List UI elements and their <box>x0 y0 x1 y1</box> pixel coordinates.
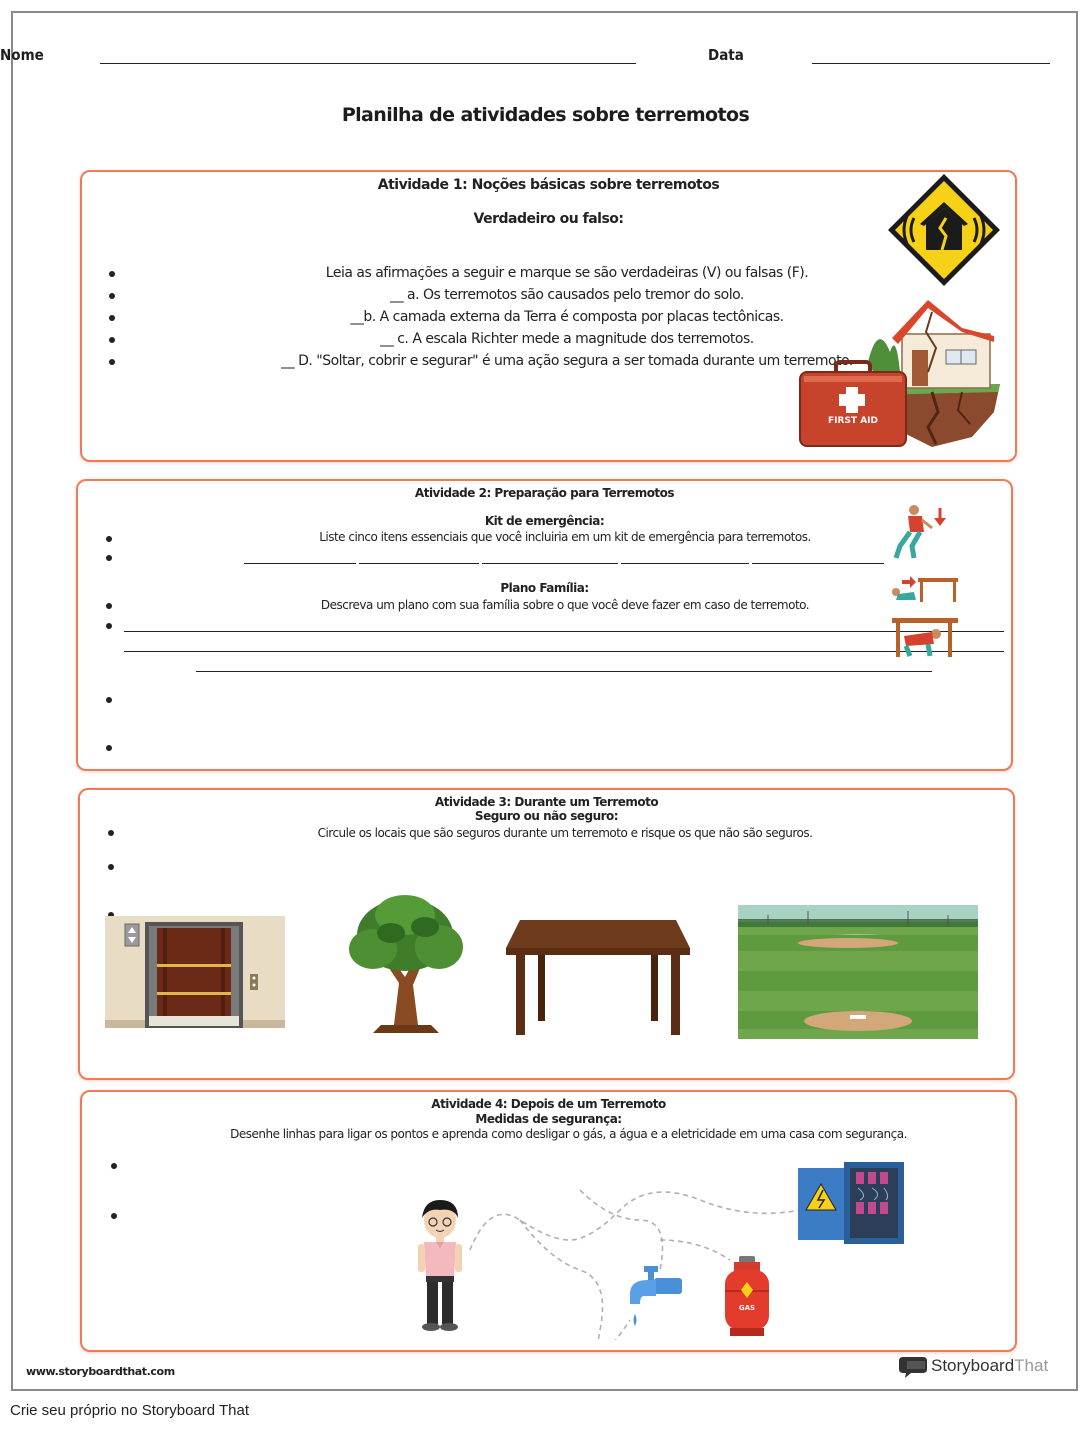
kit-heading: Kit de emergência: <box>484 514 605 528</box>
first-aid-label: FIRST AID <box>828 416 878 426</box>
bullet <box>109 293 115 299</box>
plan-heading: Plano Família: <box>500 581 589 595</box>
bullet <box>106 603 112 609</box>
bullet <box>106 745 112 751</box>
bullet <box>106 697 112 703</box>
gas-label: GAS <box>738 1304 756 1312</box>
cover-figure-icon <box>888 574 960 604</box>
kit-answer-line-2[interactable] <box>359 563 479 564</box>
plan-answer-line-2[interactable] <box>124 651 1004 652</box>
kit-answer-line-4[interactable] <box>621 563 749 564</box>
tree-image[interactable] <box>343 893 467 1035</box>
electrical-panel-icon <box>798 1162 906 1244</box>
true-false-item-c: __ c. A escala Richter mede a magnitude dos terremotos. <box>380 331 754 347</box>
activity-4-heading: Atividade 4: Depois de um Terremoto <box>431 1097 666 1111</box>
speech-bubble-logo-icon <box>897 1355 929 1379</box>
kit-instructions: Liste cinco itens essenciais que você incluiria em um kit de emergência para terremotos. <box>319 530 811 544</box>
activity-3-heading: Atividade 3: Durante um Terremoto <box>434 795 659 809</box>
date-line <box>812 63 1050 64</box>
name-line <box>100 63 636 64</box>
plan-instructions: Descreva um plano com sua família sobre o que você deve fazer em caso de terremoto. <box>320 598 810 612</box>
kit-answer-line-5[interactable] <box>752 563 884 564</box>
boy-character-icon <box>414 1200 466 1332</box>
true-false-item-d: __ D. "Soltar, cobrir e segurar" é uma ação segura a ser tomada durante um terremoto. <box>281 353 853 369</box>
bullet <box>109 337 115 343</box>
activity-2-heading: Atividade 2: Preparação para Terremotos <box>414 486 675 500</box>
storyboardthat-logo[interactable] <box>897 1355 1067 1381</box>
plan-answer-line-3[interactable] <box>196 671 932 672</box>
bullet <box>109 359 115 365</box>
hold-figure-icon <box>888 614 960 658</box>
activity-4-instructions: Desenhe linhas para ligar os pontos e aprenda como desligar o gás, a água e a eletricidade em uma casa com segurança. <box>230 1127 907 1141</box>
activity-1-instructions: Leia as afirmações a seguir e marque se são verdadeiras (V) ou falsas (F). <box>325 265 809 281</box>
gas-tank-icon <box>722 1256 772 1336</box>
bullet <box>109 271 115 277</box>
date-label: Data <box>708 46 744 64</box>
bullet <box>106 623 112 629</box>
kit-answer-line-3[interactable] <box>482 563 618 564</box>
activity-3-subheading: Seguro ou não seguro: <box>474 809 619 823</box>
bullet <box>106 555 112 561</box>
table-image[interactable] <box>506 920 690 1036</box>
water-tap-icon <box>626 1264 684 1332</box>
page-title: Planilha de atividades sobre terremotos <box>341 104 750 126</box>
earthquake-warning-sign-icon <box>884 170 1004 290</box>
elevator-image[interactable] <box>105 916 285 1028</box>
brand-dark-text: Storyboard <box>931 1356 1015 1375</box>
brand-light-text: That <box>1014 1356 1049 1375</box>
activity-4-subheading: Medidas de segurança: <box>475 1112 622 1126</box>
create-your-own-link[interactable]: Crie seu próprio no Storyboard That <box>10 1402 250 1419</box>
bullet <box>109 315 115 321</box>
first-aid-kit-icon <box>798 360 908 448</box>
true-false-item-a: __ a. Os terremotos são causados pelo tremor do solo. <box>390 287 744 303</box>
bullet <box>108 830 114 836</box>
plan-answer-line-1[interactable] <box>124 631 1004 632</box>
activity-1-heading: Atividade 1: Noções básicas sobre terremotos <box>377 177 720 193</box>
activity-1-subheading: Verdadeiro ou falso: <box>473 211 624 227</box>
bullet <box>111 1163 117 1169</box>
drop-figure-icon <box>888 502 948 562</box>
baseball-field-image[interactable] <box>738 905 978 1039</box>
bullet <box>106 536 112 542</box>
bullet <box>108 864 114 870</box>
true-false-item-b: __b. A camada externa da Terra é composta por placas tectônicas. <box>350 309 784 325</box>
name-label: Nome <box>0 46 44 64</box>
activity-3-instructions: Circule os locais que são seguros durante um terremoto e risque os que não são seguros. <box>317 826 813 840</box>
kit-answer-line-1[interactable] <box>244 563 356 564</box>
bullet <box>111 1213 117 1219</box>
footer-url[interactable]: www.storyboardthat.com <box>26 1365 175 1378</box>
